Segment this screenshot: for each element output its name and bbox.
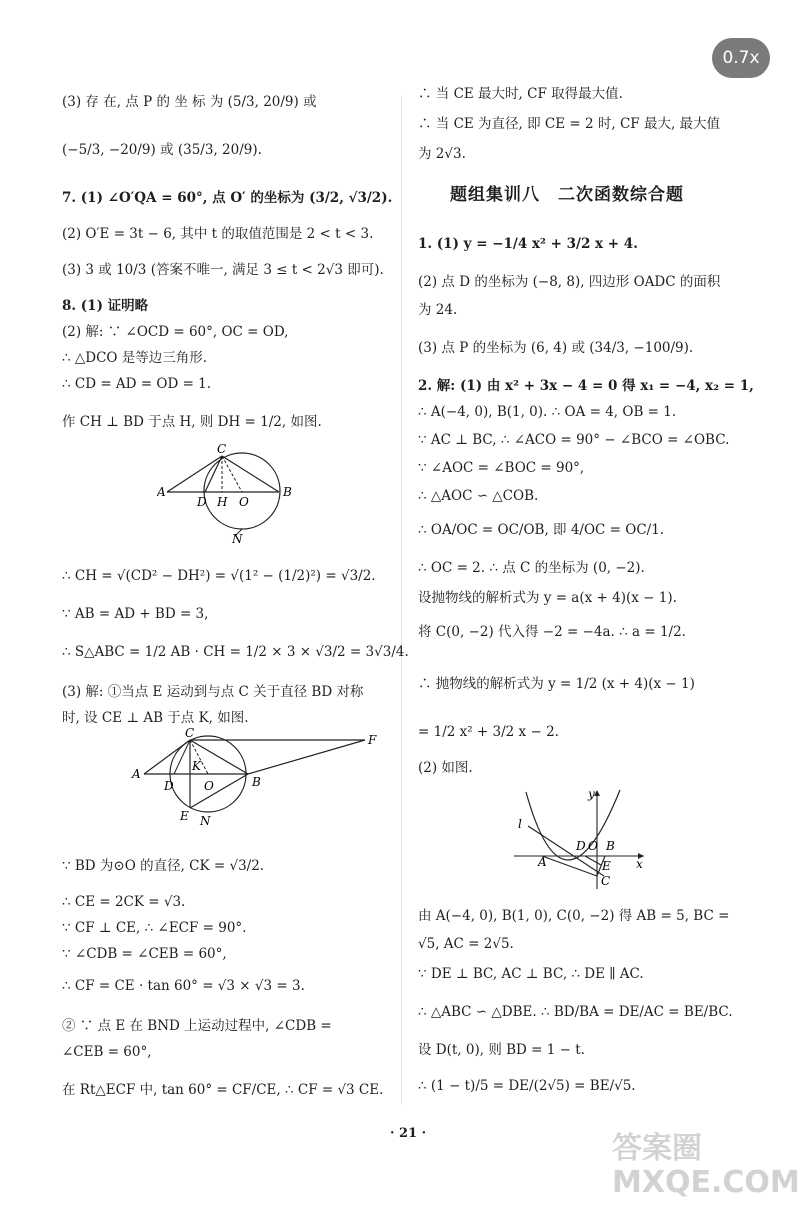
s8-q2-2-line1: 由 A(−4, 0), B(1, 0), C(0, −2) 得 AB = 5, BC = xyxy=(418,908,730,924)
watermark-logo: 答案圈 MXQE.COM xyxy=(612,1131,800,1200)
q6-3-line1: (3) 存 在, 点 P 的 坐 标 为 (5/3, 20/9) 或 xyxy=(62,94,317,110)
q8-3-cont-line3: 为 2√3. xyxy=(418,146,466,162)
q7-3: (3) 3 或 10/3 (答案不唯一, 满足 3 ≤ t < 2√3 即可). xyxy=(62,262,384,278)
fig2-label-B: B xyxy=(252,775,261,789)
q8-2-line6: ∵ AB = AD + BD = 3, xyxy=(62,606,209,622)
s8-q2-2-line4: ∴ △ABC ∽ △DBE. ∴ BD/BA = DE/AC = BE/BC. xyxy=(418,1004,733,1020)
s8-q1-2-line1: (2) 点 D 的坐标为 (−8, 8), 四边形 OADC 的面积 xyxy=(418,274,721,290)
q8-2-line3: ∴ CD = AD = OD = 1. xyxy=(62,376,212,392)
q8-2-line2: ∴ △DCO 是等边三角形. xyxy=(62,350,208,366)
s8-q2-1-line11: = 1/2 x² + 3/2 x − 2. xyxy=(418,724,559,740)
q7-2: (2) O′E = 3t − 6, 其中 t 的取值范围是 2 < t < 3. xyxy=(62,226,374,242)
s8-q2-2-line6: ∴ (1 − t)/5 = DE/(2√5) = BE/√5. xyxy=(418,1078,636,1094)
fig1-label-H: H xyxy=(217,495,228,509)
s8-q2-1-line2: ∴ A(−4, 0), B(1, 0). ∴ OA = 4, OB = 1. xyxy=(418,404,677,420)
q8-2-line1: (2) 解: ∵ ∠OCD = 60°, OC = OD, xyxy=(62,324,289,340)
fig3-label-E: E xyxy=(602,859,611,873)
s8-q2-2-line5: 设 D(t, 0), 则 BD = 1 − t. xyxy=(418,1042,585,1058)
fig1-label-B: B xyxy=(283,485,292,499)
q8-3-cont-line2: ∴ 当 CE 为直径, 即 CE = 2 时, CF 最大, 最大值 xyxy=(418,116,721,132)
q8-3-line5: ∵ CF ⊥ CE, ∴ ∠ECF = 90°. xyxy=(62,920,247,936)
fig2-label-O: O xyxy=(204,779,214,793)
fig2-label-E: E xyxy=(180,809,189,823)
fig3-label-y: y xyxy=(588,787,595,801)
s8-q1-2-line2: 为 24. xyxy=(418,302,458,318)
fig1-label-A: A xyxy=(157,485,166,499)
q8-3-line3: ∵ BD 为⊙O 的直径, CK = √3/2. xyxy=(62,858,265,874)
fig2-label-C: C xyxy=(185,728,195,740)
fig2-label-F: F xyxy=(368,733,377,747)
fig3-label-C: C xyxy=(601,874,611,888)
fig2-label-D: D xyxy=(164,779,174,793)
playback-speed-badge[interactable]: 0.7x xyxy=(712,38,770,78)
s8-q2-1-line7: ∴ OC = 2. ∴ 点 C 的坐标为 (0, −2). xyxy=(418,560,645,576)
fig3-label-O: O xyxy=(588,839,598,853)
fig1-label-N: N xyxy=(232,532,243,544)
circle-figure-2 xyxy=(130,728,390,828)
q8-3-line9: ∠CEB = 60°, xyxy=(62,1044,152,1060)
column-divider xyxy=(401,95,402,1105)
q8-3-line7: ∴ CF = CE · tan 60° = √3 × √3 = 3. xyxy=(62,978,305,994)
fig2-label-N: N xyxy=(200,814,211,828)
page-number: · 21 · xyxy=(390,1126,427,1141)
fig1-label-C: C xyxy=(217,444,227,456)
fig3-label-D: D xyxy=(576,839,586,853)
s8-q2-1-line3: ∵ AC ⊥ BC, ∴ ∠ACO = 90° − ∠BCO = ∠OBC. xyxy=(418,432,730,448)
parabola-figure xyxy=(504,784,654,894)
q8-3-line10: 在 Rt△ECF 中, tan 60° = CF/CE, ∴ CF = √3 CE. xyxy=(62,1082,384,1098)
q8-3-line4: ∴ CE = 2CK = √3. xyxy=(62,894,186,910)
fig1-label-D: D xyxy=(197,495,207,509)
s8-q2-1-line1: 2. 解: (1) 由 x² + 3x − 4 = 0 得 x₁ = −4, x₂ = 1, xyxy=(418,378,754,394)
circle-figure-1 xyxy=(157,444,332,544)
q8-2-line4: 作 CH ⊥ BD 于点 H, 则 DH = 1/2, 如图. xyxy=(62,414,322,430)
q8-2-line5: ∴ CH = √(CD² − DH²) = √(1² − (1/2)²) = √3/2. xyxy=(62,568,376,584)
q8-3-line1: (3) 解: ①当点 E 运动到与点 C 关于直径 BD 对称 xyxy=(62,684,364,700)
fig3-label-B: B xyxy=(606,839,615,853)
q8-1: 8. (1) 证明略 xyxy=(62,298,149,314)
q8-3-line2: 时, 设 CE ⊥ AB 于点 K, 如图. xyxy=(62,710,249,726)
s8-q2-2-line3: ∵ DE ⊥ BC, AC ⊥ BC, ∴ DE ∥ AC. xyxy=(418,966,644,982)
fig3-label-A: A xyxy=(538,855,547,869)
s8-q2-1-line10: ∴ 抛物线的解析式为 y = 1/2 (x + 4)(x − 1) xyxy=(418,676,695,692)
fig1-label-O: O xyxy=(239,495,249,509)
s8-q1-1: 1. (1) y = −1/4 x² + 3/2 x + 4. xyxy=(418,236,638,252)
s8-q2-2: (2) 如图. xyxy=(418,760,473,776)
s8-q1-3: (3) 点 P 的坐标为 (6, 4) 或 (34/3, −100/9). xyxy=(418,340,694,356)
s8-q2-1-line4: ∵ ∠AOC = ∠BOC = 90°, xyxy=(418,460,585,476)
q8-2-line7: ∴ S△ABC = 1/2 AB · CH = 1/2 × 3 × √3/2 = 3√3/4. xyxy=(62,644,409,660)
q8-3-cont-line1: ∴ 当 CE 最大时, CF 取得最大值. xyxy=(418,86,623,102)
q6-3-line2: (−5/3, −20/9) 或 (35/3, 20/9). xyxy=(62,142,262,158)
s8-q2-2-line2: √5, AC = 2√5. xyxy=(418,936,514,952)
fig3-label-l: l xyxy=(518,817,522,831)
q7-1: 7. (1) ∠O′QA = 60°, 点 O′ 的坐标为 (3/2, √3/2). xyxy=(62,190,393,206)
s8-q2-1-line8: 设抛物线的解析式为 y = a(x + 4)(x − 1). xyxy=(418,590,677,606)
s8-q2-1-line6: ∴ OA/OC = OC/OB, 即 4/OC = OC/1. xyxy=(418,522,665,538)
s8-q2-1-line5: ∴ △AOC ∽ △COB. xyxy=(418,488,539,504)
fig2-label-K: K xyxy=(192,759,201,773)
fig2-label-A: A xyxy=(132,767,141,781)
fig3-label-x: x xyxy=(636,857,643,871)
q8-3-line8: ② ∵ 点 E 在 BND 上运动过程中, ∠CDB = xyxy=(62,1018,332,1034)
s8-q2-1-line9: 将 C(0, −2) 代入得 −2 = −4a. ∴ a = 1/2. xyxy=(418,624,686,640)
section-title: 题组集训八 二次函数综合题 xyxy=(450,185,684,205)
q8-3-line6: ∵ ∠CDB = ∠CEB = 60°, xyxy=(62,946,227,962)
